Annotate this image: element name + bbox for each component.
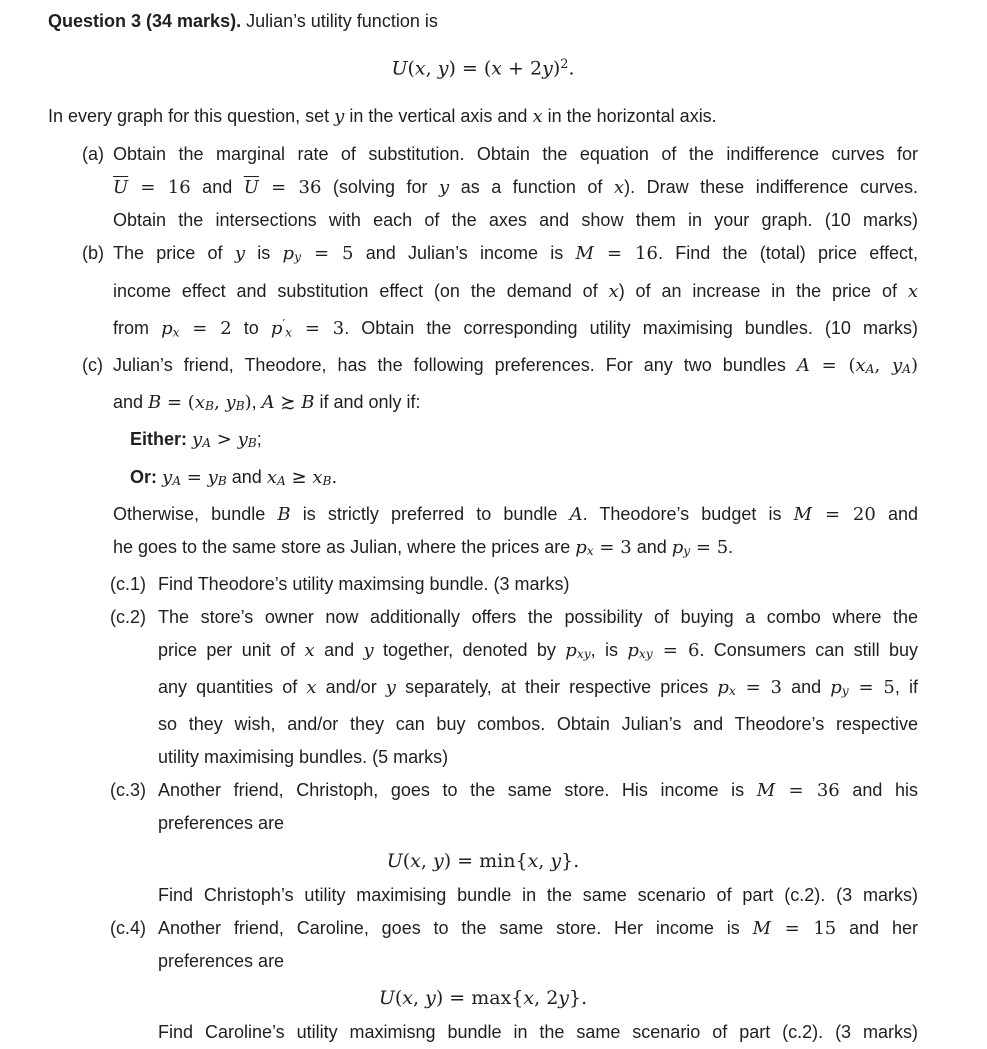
text-line — [130, 423, 918, 460]
math-literal: ) = ( — [448, 57, 492, 80]
intro-paragraph — [48, 100, 918, 133]
text-segment: from — [113, 317, 162, 338]
math-literal: = 3 — [593, 536, 632, 558]
text-segment: and — [782, 677, 831, 698]
math-literal: = 5 — [690, 536, 729, 558]
math-literal: , — [538, 850, 551, 873]
math-variable: y — [334, 106, 345, 128]
math-subscript: x — [172, 324, 180, 339]
math-variable: x — [306, 677, 317, 699]
bold-text-segment: Or: — [130, 466, 163, 487]
math-literal: ( — [402, 850, 411, 873]
math-variable: p — [830, 677, 842, 699]
math-variable: x — [402, 987, 413, 1010]
text-line — [158, 741, 918, 774]
math-subscript: B — [247, 436, 257, 451]
math-variable: x — [414, 57, 426, 80]
math-literal: . — [568, 57, 575, 80]
math-variable: y — [234, 243, 245, 265]
text-segment: separately, at their respective prices — [395, 677, 718, 698]
math-variable: y — [542, 57, 553, 80]
math-literal: }. — [569, 987, 588, 1010]
math-variable: p — [161, 317, 173, 339]
math-literal: ) = max{ — [435, 987, 524, 1010]
math-superscript: 2 — [560, 57, 569, 72]
math-operator: ≿ — [274, 392, 302, 414]
math-subscript: xy — [638, 647, 653, 662]
item-a-label: (a) — [82, 144, 104, 165]
text-segment: and — [226, 466, 267, 487]
math-variable: U — [391, 57, 408, 80]
text-segment: and — [631, 536, 672, 557]
math-literal: = ( — [809, 354, 856, 376]
text-segment: Another friend, Caroline, goes to the same store. Her income is — [158, 918, 753, 939]
math-subscript: B — [235, 399, 245, 414]
math-variable: y — [558, 987, 570, 1010]
text-segment: Obtain the intersections with each of the axes and show them in your graph. (10 marks) — [113, 210, 918, 231]
math-literal: ( — [407, 57, 415, 80]
math-variable: y — [237, 429, 248, 451]
math-variable: y — [363, 639, 374, 661]
text-segment: . — [728, 536, 734, 557]
math-literal: ) — [244, 392, 252, 414]
text-segment: In every graph for this question, set — [48, 106, 335, 127]
text-segment: he goes to the same store as Julian, where the prices are — [113, 536, 576, 557]
math-variable: y — [385, 677, 396, 699]
text-line — [113, 204, 918, 237]
math-subscript: A — [902, 362, 911, 377]
text-segment: . Obtain the corresponding utility maximising bundles. (10 marks) — [344, 317, 919, 338]
math-variable: x — [907, 280, 918, 302]
math-variable: x — [194, 392, 205, 414]
text-segment: ; — [256, 429, 262, 450]
math-variable: B — [301, 392, 315, 414]
text-line — [48, 5, 918, 38]
math-literal: ) — [552, 57, 561, 80]
item-c2 — [48, 601, 918, 774]
text-segment: and — [314, 639, 364, 660]
math-literal: , — [425, 57, 438, 80]
text-segment: Find Christoph’s utility maximising bundle in the same scenario of part (c.2). (3 marks) — [158, 885, 918, 906]
item-c4 — [48, 912, 918, 978]
text-segment: Another friend, Christoph, goes to the same store. His income is — [158, 780, 757, 801]
math-variable: p — [671, 536, 684, 558]
text-line — [113, 275, 918, 308]
text-line — [113, 308, 918, 349]
math-subscript: x — [285, 324, 293, 339]
text-segment: ). Draw these indifference curves. — [624, 177, 918, 198]
math-variable: x — [613, 177, 625, 199]
math-literal: = — [181, 466, 208, 488]
text-segment: The price of — [113, 243, 235, 264]
text-line — [158, 634, 918, 671]
text-segment: Otherwise, bundle — [113, 503, 278, 524]
math-literal: = 36 — [258, 177, 322, 199]
math-variable: p — [717, 677, 729, 699]
math-variable: p — [565, 639, 577, 661]
math-literal: = 2 — [179, 317, 232, 339]
text-segment: Find Caroline’s utility maximisng bundle in the same scenario of part (c.2). (3 marks) — [158, 1022, 918, 1043]
math-subscript: xy — [576, 647, 591, 662]
text-line — [48, 844, 918, 879]
text-segment: and her — [836, 918, 918, 939]
equation-max — [48, 981, 918, 1016]
text-segment: Find Theodore’s utility maximsing bundle. (3 marks) — [158, 573, 570, 594]
text-line — [113, 498, 918, 531]
math-subscript: A — [202, 436, 212, 451]
math-variable: A — [569, 503, 583, 525]
math-variable: x — [266, 466, 277, 488]
text-segment: , — [251, 392, 262, 413]
math-literal: ) = min{ — [443, 850, 528, 873]
math-variable: y — [439, 177, 450, 199]
text-segment: (solving for — [321, 177, 440, 198]
text-line — [158, 945, 918, 978]
math-subscript: y — [294, 250, 301, 265]
math-variable: y — [162, 466, 173, 488]
math-superscript: ′ — [282, 316, 286, 331]
math-subscript: A — [865, 362, 875, 377]
text-segment: in the vertical axis and — [344, 106, 533, 127]
item-c4-followup — [48, 1016, 918, 1049]
item-c4-label: (c.4) — [110, 918, 146, 939]
item-c1 — [48, 568, 918, 601]
item-b-label: (b) — [82, 243, 104, 264]
condition-or — [48, 461, 918, 498]
text-line — [130, 461, 918, 498]
text-line — [158, 708, 918, 741]
math-variable: M — [793, 503, 813, 525]
math-overline-variable: $\overline{U}$ — [243, 177, 259, 199]
text-segment: in the horizontal axis. — [542, 106, 717, 127]
text-line — [113, 237, 918, 274]
math-variable: x — [527, 850, 539, 873]
math-variable: x — [304, 639, 315, 661]
text-segment: The store’s owner now additionally offers the possibility of buying a combo where the — [158, 606, 918, 627]
math-variable: M — [575, 243, 594, 265]
text-segment: and Julian’s income is — [353, 243, 576, 264]
text-segment: is — [245, 243, 283, 264]
text-segment: and/or — [316, 677, 386, 698]
math-variable: y — [437, 57, 449, 80]
text-segment: preferences are — [158, 951, 285, 972]
math-operator: > — [211, 429, 238, 451]
item-b — [48, 237, 918, 349]
math-subscript: y — [841, 684, 849, 699]
math-variable: U — [378, 987, 395, 1010]
math-overline-variable: $\overline{U}$ — [113, 177, 129, 199]
math-variable: x — [523, 987, 535, 1010]
math-variable: x — [312, 466, 323, 488]
text-segment: . Theodore’s budget is — [582, 503, 794, 524]
math-variable: x — [410, 850, 421, 873]
math-variable: x — [855, 354, 866, 376]
math-literal: = 36 — [775, 780, 840, 802]
text-line — [158, 568, 918, 601]
text-segment: preferences are — [158, 813, 285, 834]
math-literal: , — [420, 850, 433, 873]
item-c3-label: (c.3) — [110, 780, 146, 801]
text-line — [48, 981, 918, 1016]
math-subscript: B — [322, 473, 332, 488]
math-operator: ≥ — [285, 466, 313, 488]
math-variable: p — [282, 243, 295, 265]
math-variable: y — [225, 392, 236, 414]
math-variable: U — [386, 850, 403, 873]
text-segment: utility maximising bundles. (5 marks) — [158, 747, 449, 768]
bold-text-segment: Question 3 (34 marks). — [48, 11, 247, 31]
text-segment: and — [190, 177, 244, 198]
math-literal: = 5 — [848, 677, 895, 699]
text-line — [158, 1016, 918, 1049]
math-variable: x — [491, 57, 502, 80]
text-line — [48, 100, 918, 133]
text-line — [113, 531, 918, 568]
item-c3-followup — [48, 879, 918, 912]
math-subscript: y — [683, 543, 691, 558]
math-literal: = 20 — [812, 503, 876, 525]
math-literal: = 3 — [735, 677, 782, 699]
item-a — [48, 138, 918, 237]
text-segment: any quantities of — [158, 677, 307, 698]
question-header — [48, 5, 918, 38]
math-subscript: A — [172, 473, 182, 488]
math-literal: . — [331, 466, 338, 488]
text-segment: Obtain the marginal rate of substitution. Obtain the equation of the indifference curves for — [113, 144, 918, 165]
math-variable: M — [752, 918, 772, 940]
text-segment: together, denoted by — [373, 639, 566, 660]
math-variable: x — [608, 280, 619, 302]
math-subscript: B — [217, 473, 227, 488]
math-literal: + 2 — [502, 57, 543, 80]
item-c-continued — [48, 498, 918, 568]
math-literal: }. — [561, 850, 580, 873]
text-segment: . Consumers can still buy — [699, 639, 918, 660]
text-segment: , if — [894, 677, 918, 698]
item-c — [48, 349, 918, 423]
text-segment: Julian’s utility function is — [246, 11, 438, 31]
text-line — [158, 912, 918, 945]
math-subscript: x — [586, 543, 594, 558]
math-variable: M — [756, 780, 776, 802]
math-literal: ( — [394, 987, 403, 1010]
text-segment: . Find the (total) price effect, — [657, 243, 918, 264]
math-literal: , — [413, 987, 426, 1010]
text-line — [158, 807, 918, 840]
math-variable: p — [575, 536, 587, 558]
math-variable: A — [796, 354, 810, 376]
text-segment: and — [113, 392, 149, 413]
math-literal: = 16 — [593, 243, 658, 265]
math-literal: = 6 — [652, 639, 700, 661]
document — [48, 5, 918, 1049]
math-literal: ) — [910, 354, 918, 376]
math-variable: y — [891, 354, 903, 376]
text-segment: and — [875, 503, 918, 524]
math-literal: , — [214, 392, 226, 414]
text-segment: , is — [590, 639, 628, 660]
text-segment: Julian’s friend, Theodore, has the following preferences. For any two bundles — [113, 354, 797, 375]
math-variable: y — [550, 850, 562, 873]
text-line — [113, 138, 918, 171]
text-segment: is strictly preferred to bundle — [290, 503, 570, 524]
text-segment: and his — [839, 780, 918, 801]
text-segment: ) of an increase in the price of — [618, 280, 908, 301]
main-utility-equation — [48, 48, 918, 86]
text-line — [158, 601, 918, 634]
math-variable: B — [148, 392, 162, 414]
math-subscript: x — [728, 684, 736, 699]
math-literal: = 16 — [128, 177, 191, 199]
math-variable: y — [432, 850, 444, 873]
equation-min — [48, 844, 918, 879]
text-segment: if and only if: — [314, 392, 421, 413]
math-variable: y — [192, 429, 203, 451]
text-segment: as a function of — [449, 177, 614, 198]
text-line — [113, 171, 918, 204]
text-line — [113, 349, 918, 386]
item-c2-label: (c.2) — [110, 606, 146, 627]
condition-either — [48, 423, 918, 460]
math-variable: y — [207, 466, 218, 488]
math-subscript: A — [276, 473, 286, 488]
math-variable: p — [627, 639, 639, 661]
text-line — [158, 671, 918, 708]
math-variable: B — [277, 503, 291, 525]
math-variable: A — [261, 392, 275, 414]
item-c3 — [48, 774, 918, 840]
text-segment: income effect and substitution effect (on the demand of — [113, 280, 609, 301]
math-variable: p — [270, 317, 283, 339]
math-literal: = 15 — [771, 918, 837, 940]
item-c1-label: (c.1) — [110, 573, 146, 594]
item-c-label: (c) — [82, 354, 103, 375]
text-segment: to — [231, 317, 271, 338]
math-literal: = 5 — [300, 243, 354, 265]
bold-text-segment: Either: — [130, 429, 193, 450]
math-literal: , — [874, 354, 892, 376]
text-segment: price per unit of — [158, 639, 305, 660]
text-line — [48, 48, 918, 86]
text-line — [113, 386, 918, 423]
math-variable: x — [532, 106, 543, 128]
text-line — [158, 879, 918, 912]
math-literal: = ( — [161, 392, 195, 414]
math-subscript: B — [205, 399, 214, 414]
math-literal: , 2 — [534, 987, 559, 1010]
math-literal: = 3 — [292, 317, 345, 339]
text-line — [158, 774, 918, 807]
math-variable: y — [425, 987, 436, 1010]
text-segment: so they wish, and/or they can buy combos. Obtain Julian’s and Theodore’s respective — [158, 714, 918, 735]
